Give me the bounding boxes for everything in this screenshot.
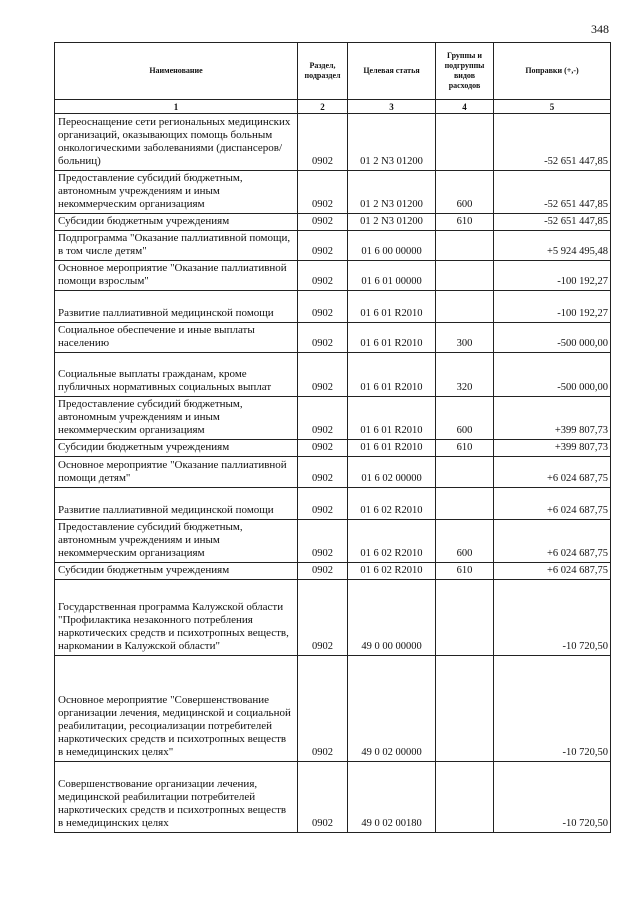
row-amount-cell: -100 192,27: [494, 291, 611, 323]
table-header-row: [55, 43, 611, 100]
row-name-cell: Основное мероприятие "Оказание паллиативной помощи взрослым": [55, 261, 298, 291]
row-section-cell: 0902: [298, 231, 348, 261]
row-amount-cell: -10 720,50: [494, 656, 611, 762]
row-section-cell: 0902: [298, 563, 348, 580]
row-name-cell: Предоставление субсидий бюджетным, автономным учреждениям и иным некоммерческим организациям: [55, 397, 298, 440]
row-group-cell: 300: [436, 323, 494, 353]
row-section-cell: 0902: [298, 762, 348, 833]
row-name-cell: Основное мероприятие "Оказание паллиативной помощи детям": [55, 457, 298, 488]
row-amount-cell: +6 024 687,75: [494, 457, 611, 488]
row-amount-cell: -52 651 447,85: [494, 214, 611, 231]
row-section-cell: 0902: [298, 114, 348, 171]
row-article-cell: 49 0 02 00180: [348, 762, 436, 833]
row-section-cell: 0902: [298, 440, 348, 457]
row-section-cell: 0902: [298, 291, 348, 323]
row-group-cell: 610: [436, 440, 494, 457]
table-body: [55, 114, 611, 833]
row-section-cell: 0902: [298, 171, 348, 214]
table-row: [55, 353, 611, 397]
table-row: [55, 520, 611, 563]
row-name-cell: Переоснащение сети региональных медицинских организаций, оказывающих помощь больным онкологическими заболеваниями (диспансеров/больниц): [55, 114, 298, 171]
row-name-cell: Предоставление субсидий бюджетным, автономным учреждениям и иным некоммерческим организациям: [55, 171, 298, 214]
row-section-cell: 0902: [298, 580, 348, 656]
header-section: Раздел, подраздел: [298, 43, 348, 100]
row-name-cell: Государственная программа Калужской области "Профилактика незаконного потребления наркотических средств и психотропных веществ, наркомании в Калужской области": [55, 580, 298, 656]
row-section-cell: 0902: [298, 397, 348, 440]
row-group-cell: [436, 457, 494, 488]
row-group-cell: [436, 656, 494, 762]
row-name-cell: Субсидии бюджетным учреждениям: [55, 214, 298, 231]
header-article: Целевая статья: [348, 43, 436, 100]
table-row: [55, 231, 611, 261]
row-section-cell: 0902: [298, 656, 348, 762]
row-article-cell: 49 0 02 00000: [348, 656, 436, 762]
row-name-cell: Подпрограмма "Оказание паллиативной помощи, в том числе детям": [55, 231, 298, 261]
row-article-cell: 01 6 01 00000: [348, 261, 436, 291]
row-group-cell: [436, 580, 494, 656]
row-name-cell: Развитие паллиативной медицинской помощи: [55, 291, 298, 323]
column-number: 3: [348, 100, 436, 114]
table-row: [55, 261, 611, 291]
table-row: [55, 171, 611, 214]
row-amount-cell: +5 924 495,48: [494, 231, 611, 261]
column-numbers-row: [55, 100, 611, 114]
row-amount-cell: +399 807,73: [494, 440, 611, 457]
table-row: [55, 323, 611, 353]
row-article-cell: 01 2 N3 01200: [348, 171, 436, 214]
row-group-cell: [436, 114, 494, 171]
table-row: [55, 397, 611, 440]
row-article-cell: 01 6 01 R2010: [348, 353, 436, 397]
table-row: [55, 656, 611, 762]
row-amount-cell: -52 651 447,85: [494, 114, 611, 171]
amendments-table: [54, 42, 611, 833]
header-name: Наименование: [55, 43, 298, 100]
header-amendments: Поправки (+,-): [494, 43, 611, 100]
row-amount-cell: +6 024 687,75: [494, 488, 611, 520]
row-article-cell: 01 6 02 00000: [348, 457, 436, 488]
row-article-cell: 01 6 02 R2010: [348, 563, 436, 580]
row-article-cell: 49 0 00 00000: [348, 580, 436, 656]
row-article-cell: 01 6 00 00000: [348, 231, 436, 261]
column-number: 1: [55, 100, 298, 114]
row-amount-cell: -10 720,50: [494, 762, 611, 833]
row-group-cell: [436, 762, 494, 833]
row-group-cell: 600: [436, 171, 494, 214]
header-groups: Группы и подгруппы видов расходов: [436, 43, 494, 100]
row-group-cell: 320: [436, 353, 494, 397]
row-amount-cell: -500 000,00: [494, 323, 611, 353]
row-name-cell: Субсидии бюджетным учреждениям: [55, 440, 298, 457]
page-number: 348: [591, 22, 609, 36]
row-section-cell: 0902: [298, 261, 348, 291]
row-group-cell: 610: [436, 563, 494, 580]
row-amount-cell: -52 651 447,85: [494, 171, 611, 214]
row-article-cell: 01 2 N3 01200: [348, 114, 436, 171]
row-name-cell: Социальное обеспечение и иные выплаты населению: [55, 323, 298, 353]
table-row: [55, 457, 611, 488]
table-row: [55, 114, 611, 171]
row-name-cell: Предоставление субсидий бюджетным, автономным учреждениям и иным некоммерческим организациям: [55, 520, 298, 563]
row-section-cell: 0902: [298, 520, 348, 563]
row-article-cell: 01 6 01 R2010: [348, 323, 436, 353]
row-article-cell: 01 2 N3 01200: [348, 214, 436, 231]
row-name-cell: Развитие паллиативной медицинской помощи: [55, 488, 298, 520]
row-article-cell: 01 6 01 R2010: [348, 397, 436, 440]
row-article-cell: 01 6 01 R2010: [348, 440, 436, 457]
row-name-cell: Основное мероприятие "Совершенствование организации лечения, медицинской и социальной реабилитации, ресоциализации потребителей наркотических средств и психотропных веществ в немедицинских целях": [55, 656, 298, 762]
column-number: 4: [436, 100, 494, 114]
row-section-cell: 0902: [298, 488, 348, 520]
row-section-cell: 0902: [298, 214, 348, 231]
row-section-cell: 0902: [298, 323, 348, 353]
table-row: [55, 291, 611, 323]
table-row: [55, 563, 611, 580]
row-name-cell: Совершенствование организации лечения, медицинской реабилитации потребителей наркотических средств и психотропных веществ в немедицинских целях: [55, 762, 298, 833]
table-row: [55, 488, 611, 520]
row-article-cell: 01 6 01 R2010: [348, 291, 436, 323]
table-row: [55, 580, 611, 656]
row-amount-cell: +399 807,73: [494, 397, 611, 440]
row-section-cell: 0902: [298, 353, 348, 397]
column-number: 5: [494, 100, 611, 114]
row-amount-cell: +6 024 687,75: [494, 563, 611, 580]
row-group-cell: 610: [436, 214, 494, 231]
row-name-cell: Социальные выплаты гражданам, кроме публичных нормативных социальных выплат: [55, 353, 298, 397]
row-group-cell: [436, 231, 494, 261]
row-group-cell: [436, 488, 494, 520]
column-number: 2: [298, 100, 348, 114]
row-group-cell: 600: [436, 397, 494, 440]
row-group-cell: [436, 291, 494, 323]
row-group-cell: [436, 261, 494, 291]
table-row: [55, 440, 611, 457]
table-row: [55, 214, 611, 231]
row-name-cell: Субсидии бюджетным учреждениям: [55, 563, 298, 580]
table-row: [55, 762, 611, 833]
row-group-cell: 600: [436, 520, 494, 563]
row-amount-cell: -100 192,27: [494, 261, 611, 291]
row-amount-cell: -10 720,50: [494, 580, 611, 656]
row-article-cell: 01 6 02 R2010: [348, 488, 436, 520]
row-amount-cell: -500 000,00: [494, 353, 611, 397]
row-article-cell: 01 6 02 R2010: [348, 520, 436, 563]
row-section-cell: 0902: [298, 457, 348, 488]
row-amount-cell: +6 024 687,75: [494, 520, 611, 563]
